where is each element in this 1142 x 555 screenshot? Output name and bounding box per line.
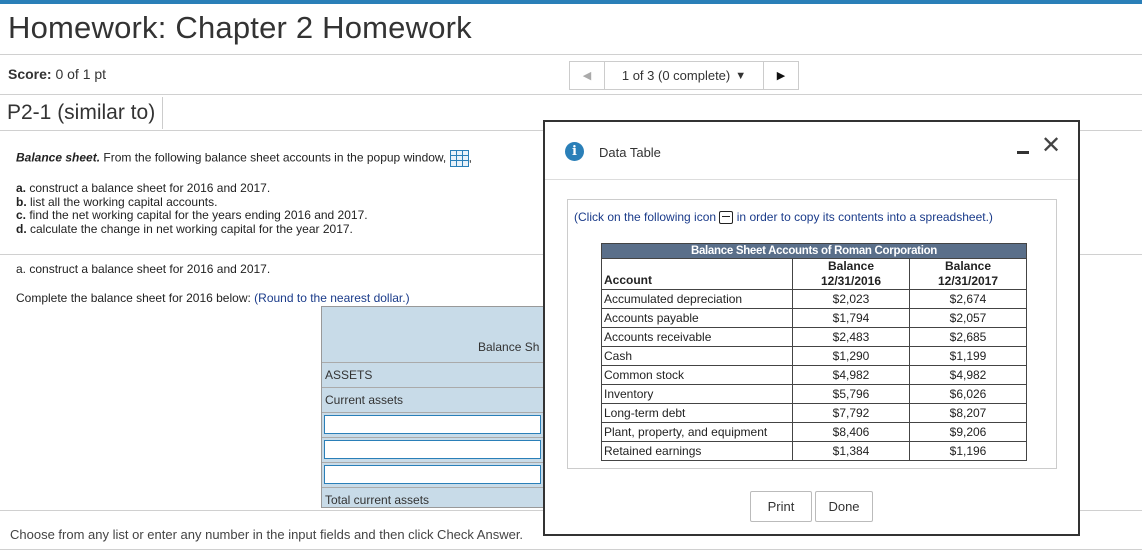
chevron-left-icon: ◀ [582, 70, 592, 82]
chevron-right-icon: ▶ [776, 70, 786, 82]
task-item: b. list all the working capital accounts. [16, 194, 218, 209]
top-accent-bar [0, 0, 1142, 4]
col-header-account: Account [602, 259, 793, 290]
table-caption: Balance Sheet Accounts of Roman Corporation [602, 244, 1027, 259]
next-question-button[interactable] [764, 62, 798, 89]
data-table [601, 243, 1027, 461]
account-input[interactable] [324, 465, 541, 484]
pager-text: 1 of 3 (0 complete) [621, 68, 731, 83]
task-list [16, 182, 368, 236]
footer-message: Choose from any list or enter any number in the input fields and then click Check Answer. [10, 527, 524, 542]
data-table-dialog [543, 120, 1080, 536]
round-hint: (Round to the nearest dollar.) [254, 291, 410, 305]
copy-instruction: (Click on the following icon in order to copy its contents into a spreadsheet.) [574, 210, 993, 224]
input-row [322, 412, 544, 437]
question-intro [16, 150, 472, 167]
task-item: c. find the net working capital for the years ending 2016 and 2017. [16, 208, 368, 222]
table-row: Long-term debt $7,792 $8,207 [602, 404, 1027, 423]
page-title: Homework: Chapter 2 Homework [8, 10, 472, 45]
score [8, 66, 106, 82]
table-row: Accounts receivable $2,483 $2,685 [602, 328, 1027, 347]
input-row [322, 462, 544, 487]
balance-sheet-header [322, 307, 544, 362]
balance-sheet-title: Balance Sh [478, 340, 540, 354]
dialog-title: Data Table [599, 145, 661, 160]
account-input[interactable] [324, 440, 541, 459]
table-row: Common stock $4,982 $4,982 [602, 366, 1027, 385]
complete-instruction: Complete the balance sheet for 2016 below: (Round to the nearest dollar.) [16, 291, 410, 305]
info-icon: i [565, 142, 584, 161]
minimize-icon[interactable] [1017, 151, 1029, 154]
assets-row: ASSETS [322, 362, 544, 387]
balance-sheet-form [321, 306, 545, 508]
divider [0, 94, 1142, 95]
table-row: Plant, property, and equipment $8,406 $9,206 [602, 423, 1027, 442]
copy-spreadsheet-icon[interactable] [719, 211, 733, 224]
intro-tail: , [468, 150, 472, 165]
divider [0, 54, 1142, 55]
data-table-panel [567, 199, 1057, 469]
score-label: Score: [8, 66, 52, 82]
dropdown-triangle-icon: ▼ [735, 69, 747, 82]
table-row: Cash $1,290 $1,199 [602, 347, 1027, 366]
done-button[interactable]: Done [815, 491, 873, 522]
total-current-assets-row: Total current assets [322, 487, 544, 508]
previous-question-button[interactable] [570, 62, 605, 89]
current-assets-row: Current assets [322, 387, 544, 412]
problem-tab: P2-1 (similar to) [0, 97, 163, 129]
intro-bold: Balance sheet. [16, 150, 101, 165]
table-row: Accumulated depreciation $2,023 $2,674 [602, 290, 1027, 309]
score-value: 0 of 1 pt [51, 66, 107, 82]
close-icon[interactable]: ✕ [1041, 131, 1062, 159]
task-item: d. calculate the change in net working capital for the year 2017. [16, 221, 353, 236]
account-input[interactable] [324, 415, 541, 434]
table-row: Retained earnings $1,384 $1,196 [602, 442, 1027, 461]
question-pager [569, 61, 799, 90]
table-row: Inventory $5,796 $6,026 [602, 385, 1027, 404]
part-a-heading: a. construct a balance sheet for 2016 and 2017. [16, 262, 271, 276]
intro-text: From the following balance sheet accounts in the popup window, [100, 150, 447, 165]
task-item: a. construct a balance sheet for 2016 and 2017. [16, 181, 271, 195]
grid-table-icon[interactable] [450, 150, 469, 167]
table-row: Accounts payable $1,794 $2,057 [602, 309, 1027, 328]
print-button[interactable]: Print [750, 491, 812, 522]
dialog-divider [545, 179, 1078, 180]
question-select[interactable] [605, 62, 764, 89]
col-header-2017: Balance 12/31/2017 [910, 259, 1027, 290]
divider [0, 549, 1142, 550]
input-row [322, 437, 544, 462]
col-header-2016: Balance 12/31/2016 [793, 259, 910, 290]
